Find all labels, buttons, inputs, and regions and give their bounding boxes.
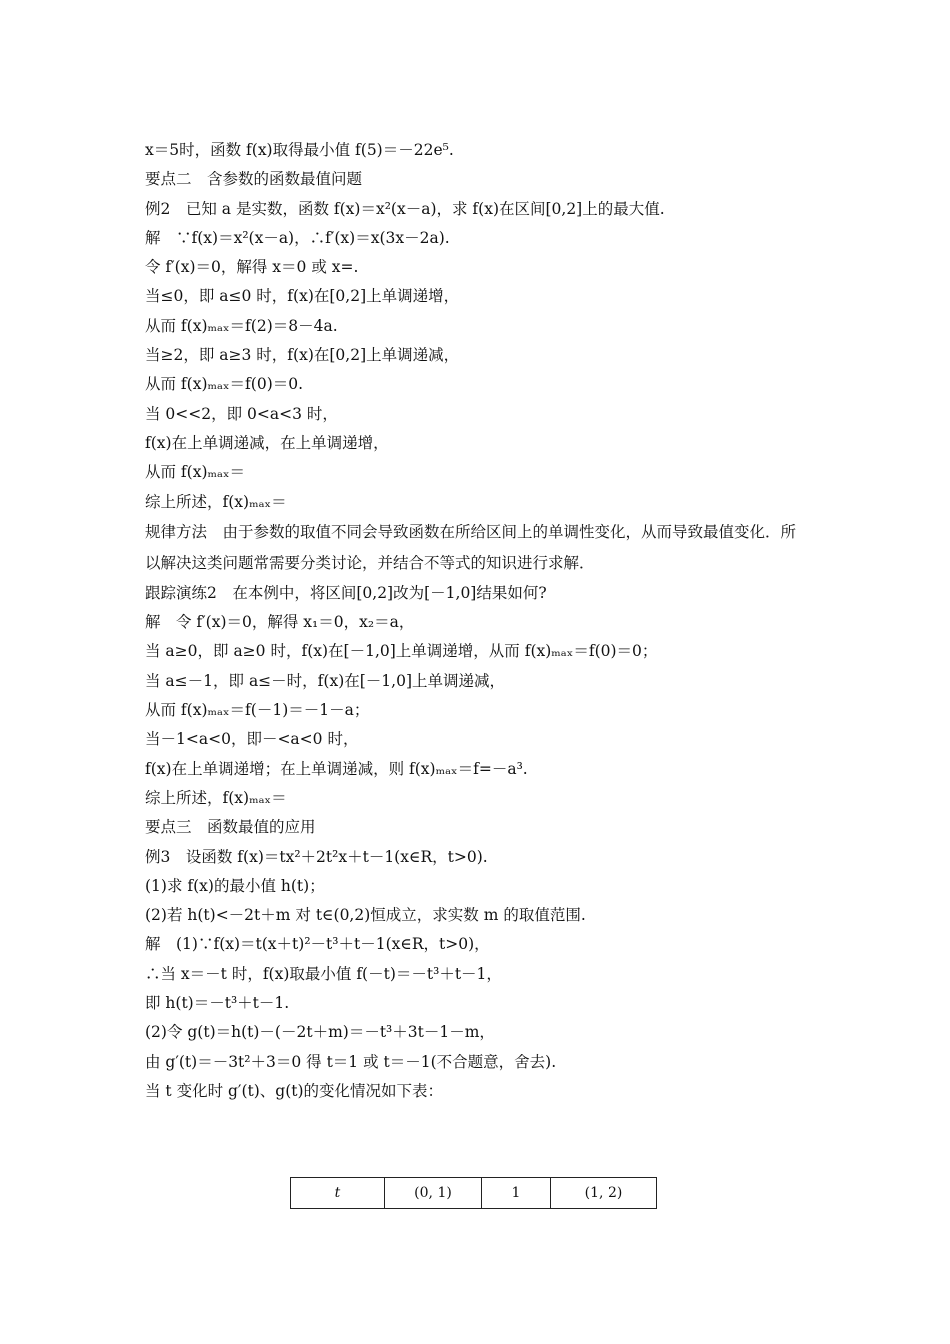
text-line: (2)若 h(t)<－2t＋m 对 t∈(0,2)恒成立，求实数 m 的取值范围. <box>145 906 586 925</box>
text-line: f(x)在上单调递减，在上单调递增， <box>145 433 389 452</box>
variation-table <box>290 1177 657 1209</box>
table-cell: t <box>291 1178 385 1209</box>
text-line: 当 0<<2，即 0<a<3 时， <box>145 404 338 423</box>
text-line: (2)令 g(t)＝h(t)－(－2t＋m)＝－t³＋3t－1－m， <box>145 1023 495 1042</box>
text-line: 综上所述，f(x)ₘₐₓ＝ <box>145 788 287 807</box>
exercise-statement: 跟踪演练2 在本例中，将区间[0,2]改为[－1,0]结果如何? <box>145 583 547 602</box>
method-note: 规律方法 由于参数的取值不同会导致函数在所给区间上的单调性变化，从而导致最值变化．所以解决这类问题常需要分类讨论，并结合不等式的知识进行求解． <box>145 522 797 572</box>
section-heading: 要点三 函数最值的应用 <box>145 818 316 837</box>
text-line: 令 f′(x)＝0，解得 x＝0 或 x=. <box>145 258 359 277</box>
text-line: 从而 f(x)ₘₐₓ＝f(－1)＝－1－a； <box>145 701 370 720</box>
table-cell: (1, 2) <box>551 1178 657 1209</box>
text-line: 即 h(t)＝－t³＋t－1. <box>145 994 290 1013</box>
text-line: ∴当 x＝－t 时，f(x)取最小值 f(－t)＝－t³＋t－1， <box>145 964 502 983</box>
text-line: f(x)在上单调递增；在上单调递减，则 f(x)ₘₐₓ＝f=－a³. <box>145 759 528 778</box>
text-line: 当≤0，即 a≤0 时，f(x)在[0,2]上单调递增， <box>145 287 460 306</box>
text-line: 当≥2，即 a≥3 时，f(x)在[0,2]上单调递减， <box>145 346 460 365</box>
text-line: 当－1<a<0，即－<a<0 时， <box>145 730 359 749</box>
table-cell: 1 <box>482 1178 551 1209</box>
text-line: 从而 f(x)ₘₐₓ＝f(0)＝0. <box>145 375 304 394</box>
example-statement: 例2 已知 a 是实数，函数 f(x)＝x²(x－a)，求 f(x)在区间[0,2]上的最大值. <box>145 199 665 218</box>
text-line: 当 a≥0，即 a≥0 时，f(x)在[－1,0]上单调递增，从而 f(x)ₘₐₓ＝f(0)＝0； <box>145 642 658 661</box>
example-statement: 例3 设函数 f(x)＝tx²＋2t²x＋t－1(x∈R，t>0). <box>145 847 488 866</box>
text-line: 综上所述，f(x)ₘₐₓ＝ <box>145 492 287 511</box>
text-line: 从而 f(x)ₘₐₓ＝ <box>145 463 246 482</box>
section-heading: 要点二 含参数的函数最值问题 <box>145 170 363 189</box>
text-line: 解 ∵f(x)＝x²(x－a)，∴f′(x)＝x(3x－2a). <box>145 228 450 247</box>
text-line: 由 g′(t)＝－3t²＋3＝0 得 t＝1 或 t＝－1(不合题意，舍去). <box>145 1052 557 1071</box>
text-line: x＝5时，函数 f(x)取得最小值 f(5)＝－22e⁵. <box>145 141 454 159</box>
text-line: 当 a≤－1，即 a≤－时，f(x)在[－1,0]上单调递减， <box>145 671 505 690</box>
text-line: 当 t 变化时 g′(t)、g(t)的变化情况如下表： <box>145 1081 444 1100</box>
text-line: (1)求 f(x)的最小值 h(t)； <box>145 876 325 895</box>
document-body <box>145 136 825 1106</box>
text-line: 从而 f(x)ₘₐₓ＝f(2)＝8－4a. <box>145 316 338 335</box>
table-cell: (0, 1) <box>385 1178 482 1209</box>
table-header-row <box>291 1178 657 1209</box>
text-line: 解 (1)∵f(x)＝t(x＋t)²－t³＋t－1(x∈R，t>0)， <box>145 935 490 954</box>
text-line: 解 令 f′(x)＝0，解得 x₁＝0，x₂＝a， <box>145 613 415 632</box>
